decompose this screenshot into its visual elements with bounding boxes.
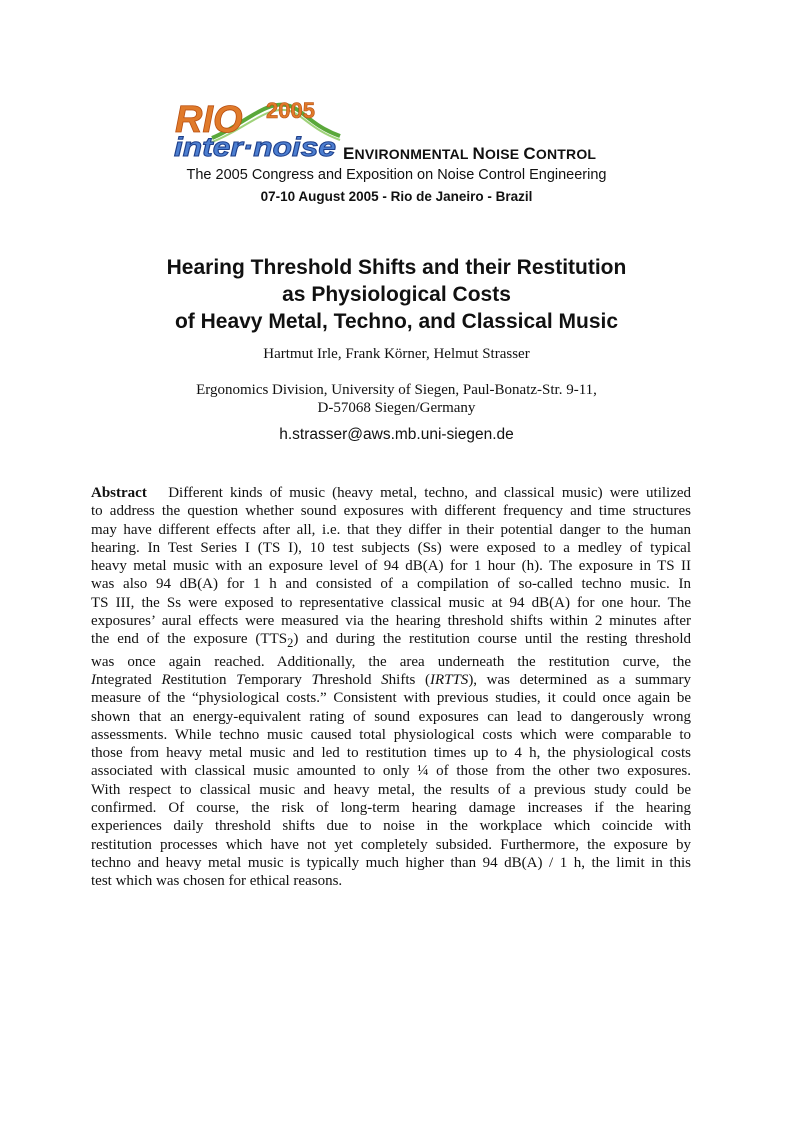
abstract-line: Integrated Restitution Temporary Threshold Shifts (IRTTS), was determined as a summary: [91, 671, 691, 688]
abstract-line: experiences daily threshold shifts due to noise in the workplace which coincide with: [91, 818, 691, 835]
paper-title: [0, 254, 793, 335]
abstract-line: was once again reached. Additionally, the area underneath the restitution curve, the: [91, 653, 691, 670]
abstract-label: Abstract: [91, 485, 147, 501]
logo-year-text: 2005: [266, 98, 315, 123]
abstract-line: to address the question whether sound exposures with different frequency and time structures: [91, 503, 691, 520]
abstract-line: restitution processes which have not yet completely subsided. Furthermore, the exposure by: [91, 836, 691, 853]
abstract-line: measure of the “physiological costs.” Consistent with previous studies, it could once again be: [91, 690, 691, 707]
logo-rio-text: RIO: [175, 99, 243, 141]
affiliation-line-2: D-57068 Siegen/Germany: [317, 400, 476, 416]
abstract-line: Abstract Different kinds of music (heavy metal, techno, and classical music) were utilized: [91, 485, 692, 501]
abstract-line: associated with classical music amounted to only ¼ of those from the other two exposures.: [91, 763, 691, 780]
contact-email: h.strasser@aws.mb.uni-siegen.de: [279, 426, 514, 443]
abstract-line: TS III, the Ss were exposed to representative classical music at 94 dB(A) for one hour. The: [91, 594, 691, 611]
abstract-line: techno and heavy metal music is typically much higher than 94 dB(A) / 1 h, the limit in this: [91, 854, 691, 871]
abstract-line: With respect to classical music and heavy metal, the results of a previous study could be: [91, 781, 691, 798]
title-line-1: Hearing Threshold Shifts and their Restitution: [166, 256, 627, 279]
affiliation: [0, 381, 793, 417]
abstract-line: may have different effects after all, i.e. that they differ in their potential danger to the human: [91, 521, 691, 538]
abstract-line: shown that an energy-equivalent rating of sound exposures can lead to dangerously wrong: [91, 708, 691, 725]
abstract-line: heavy metal music with an exposure level of 94 dB(A) for 1 hour (h). The exposure in TS II: [91, 558, 691, 575]
conference-date-location: 07-10 August 2005 - Rio de Janeiro - Brazil: [260, 189, 533, 204]
abstract-line: was also 94 dB(A) for 1 h and consisted of a compilation of so-called techno music. In: [91, 576, 691, 593]
title-line-2: as Physiological Costs: [282, 283, 511, 306]
abstract-line: the end of the exposure $(TTS_2)$ and during the restitution course until the resting threshold: [91, 631, 691, 651]
abstract-line: test which was chosen for ethical reasons.: [91, 873, 343, 890]
abstract-line: assessments. While techno music caused total physiological costs which were comparable to: [91, 726, 691, 743]
abstract-line: exposures’ aural effects were measured via the hearing threshold shifts within 2 minutes after: [91, 613, 691, 630]
logo-internoise-text: inter·noise: [174, 132, 336, 162]
conference-full-name: The 2005 Congress and Exposition on Noise Control Engineering: [186, 167, 607, 183]
title-line-3: of Heavy Metal, Techno, and Classical Music: [174, 310, 619, 333]
authors: Hartmut Irle, Frank Körner, Helmut Strasser: [263, 346, 530, 362]
abstract: [91, 484, 691, 891]
rio-internoise-2005-logo: [172, 96, 342, 162]
conference-name: ENVIRONMENTAL NOISE CONTROL: [343, 144, 597, 163]
affiliation-line-1: Ergonomics Division, University of Siegen, Paul-Bonatz-Str. 9-11,: [196, 382, 597, 398]
abstract-line: confirmed. Of course, the risk of long-term hearing damage increases if the hearing: [91, 800, 691, 817]
abstract-line: those from heavy metal music and led to restitution times up to 4 h, the physiological costs: [91, 745, 691, 762]
abstract-line: hearing. In Test Series I (TS I), 10 test subjects (Ss) were exposed to a medley of typical: [91, 539, 691, 556]
